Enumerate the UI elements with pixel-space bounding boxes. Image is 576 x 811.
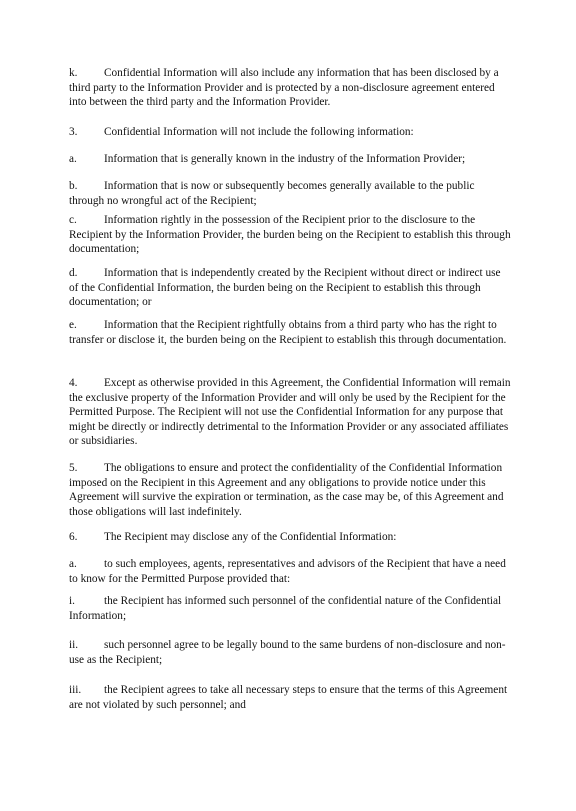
paragraph-label: i.: [69, 595, 75, 607]
paragraph-3a: [69, 152, 511, 167]
paragraph-label: k.: [69, 67, 78, 79]
paragraph-text: the Recipient agrees to take all necessary steps to ensure that the terms of this Agreement are not violated by such personnel; and: [69, 684, 508, 711]
paragraph-text: Except as otherwise provided in this Agreement, the Confidential Information will remain the exclusive property of the Information Provider and will only be used by the Recipient for the Permitted Purpose. The Recipient will not use the Confidential Information for any purpose that might be directly or indirectly detrimental to the Information Provider or any associated affiliates or subsidiaries.: [69, 377, 511, 448]
paragraph-3e: [69, 318, 511, 347]
paragraph-text: the Recipient has informed such personnel of the confidential nature of the Confidential Information;: [69, 595, 502, 622]
paragraph-k: [69, 66, 511, 110]
paragraph-label: a.: [69, 153, 77, 165]
paragraph-6: [69, 530, 511, 545]
paragraph-label: b.: [69, 180, 78, 192]
paragraph-text: Information that is generally known in the industry of the Information Provider;: [104, 153, 466, 165]
paragraph-label: c.: [69, 214, 77, 226]
paragraph-label: ii.: [69, 639, 79, 651]
paragraph-text: Information rightly in the possession of the Recipient prior to the disclosure to the Recipient by the Information Provider, the burden being on the Recipient to establish this through documentation;: [69, 214, 511, 256]
paragraph-6a-ii: [69, 638, 511, 667]
paragraph-text: Confidential Information will not include the following information:: [104, 126, 414, 138]
paragraph-4: [69, 376, 511, 449]
paragraph-5: [69, 461, 511, 519]
paragraph-label: 6.: [69, 531, 78, 543]
paragraph-label: 4.: [69, 377, 78, 389]
paragraph-text: such personnel agree to be legally bound to the same burdens of non-disclosure and non-use as the Recipient;: [69, 639, 506, 666]
paragraph-text: The Recipient may disclose any of the Confidential Information:: [104, 531, 397, 543]
paragraph-text: Information that is now or subsequently becomes generally available to the public through no wrongful act of the Recipient;: [69, 180, 475, 207]
paragraph-text: The obligations to ensure and protect the confidentiality of the Confidential Information imposed on the Recipient in this Agreement and any obligations to provide notice under this Agreement will survive the expiration or termination, as the case may be, of this Agreement and those obligations will last indefinitely.: [69, 462, 504, 518]
paragraph-3b: [69, 179, 511, 208]
paragraph-label: 3.: [69, 126, 78, 138]
paragraph-6a: [69, 557, 511, 586]
paragraph-label: iii.: [69, 684, 82, 696]
paragraph-text: Information that is independently created by the Recipient without direct or indirect use of the Confidential Information, the burden being on the Recipient to establish this through documentation; or: [69, 267, 501, 309]
paragraph-text: Information that the Recipient rightfully obtains from a third party who has the right to transfer or disclose it, the burden being on the Recipient to establish this through documentation.: [69, 319, 507, 346]
paragraph-label: a.: [69, 558, 77, 570]
paragraph-text: to such employees, agents, representatives and advisors of the Recipient that have a need to know for the Permitted Purpose provided that:: [69, 558, 506, 585]
paragraph-label: d.: [69, 267, 78, 279]
paragraph-3c: [69, 213, 511, 257]
paragraph-label: e.: [69, 319, 77, 331]
paragraph-label: 5.: [69, 462, 78, 474]
paragraph-3d: [69, 266, 511, 310]
paragraph-text: Confidential Information will also include any information that has been disclosed by a third party to the Information Provider and is protected by a non-disclosure agreement entered into between the third party and the Information Provider.: [69, 67, 499, 109]
paragraph-6a-i: [69, 594, 511, 623]
paragraph-6a-iii: [69, 683, 511, 712]
paragraph-3: [69, 125, 511, 140]
